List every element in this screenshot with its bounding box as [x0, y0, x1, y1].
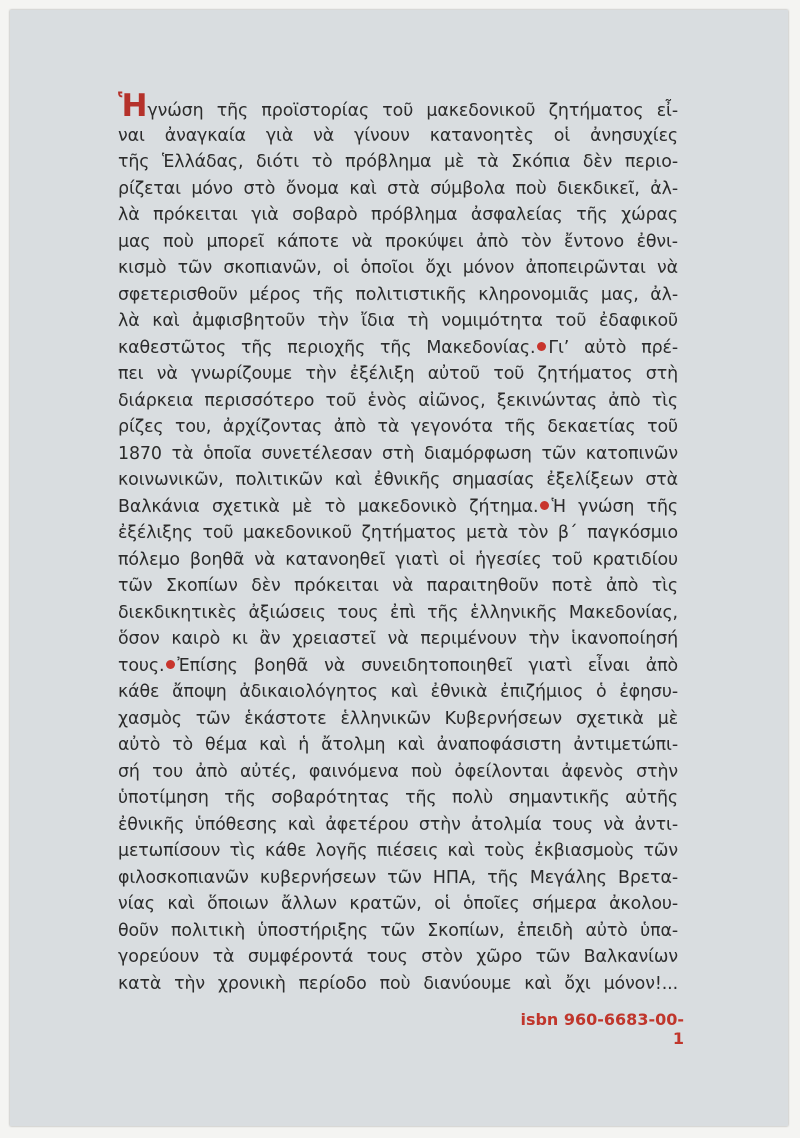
text-line: χασμὸς τῶν ἑκάστοτε ἑλληνικῶν Κυβερνήσεων σχετικὰ μὲ [118, 708, 678, 729]
bullet-icon [166, 660, 175, 669]
text-line: τῆς Ἑλλάδας, διότι τὸ πρόβλημα μὲ τὰ Σκόπια δὲν περιο- [118, 152, 678, 172]
text-line: αὐτὸ τὸ θέμα καὶ ἡ ἄτολμη καὶ ἀναποφάσιστη ἀντιμετώπι- [118, 735, 678, 755]
text-line: σή του ἀπὸ αὐτές, φαινόμενα ποὺ ὀφείλονται ἀφενὸς στὴν [118, 761, 678, 782]
text-line: φιλοσκοπιανῶν κυβερνήσεων τῶν ΗΠΑ, τῆς Μεγάλης Βρετα- [118, 867, 678, 888]
text-line: κάθε ἄποψη ἀδικαιολόγητος καὶ ἐθνικὰ ἐπιζήμιος ὁ ἐφησυ- [118, 682, 678, 702]
text-line: λὰ καὶ ἀμφισβητοῦν τὴν ἴδια τὴ νομιμότητα τοῦ ἐδαφικοῦ [118, 311, 678, 331]
text-line: τους. Ἐπίσης βοηθᾶ νὰ συνειδητοποιηθεῖ γιατὶ εἶναι ἀπὸ [118, 655, 678, 676]
text-line: Βαλκάνια σχετικὰ μὲ τὸ μακεδονικὸ ζήτημα. Ἡ γνώση τῆς [118, 496, 678, 517]
bullet-icon [537, 342, 546, 351]
text-line: κισμὸ τῶν σκοπιανῶν, οἱ ὁποῖοι ὄχι μόνον ἀποπειρῶνται νὰ [118, 258, 678, 278]
text-line: 1870 τὰ ὁποῖα συνετέλεσαν στὴ διαμόρφωση τῶν κατοπινῶν [118, 443, 678, 464]
text-line: πει νὰ γνωρίζουμε τὴν ἐξέλιξη αὐτοῦ τοῦ ζητήματος στὴ [118, 364, 678, 384]
text-line: μετωπίσουν τὶς κάθε λογῆς πιέσεις καὶ τοὺς ἐκβιασμοὺς τῶν [118, 841, 678, 861]
text-line: γορεύουν τὰ συμφέροντά τους στὸν χῶρο τῶν Βαλκανίων [118, 947, 678, 967]
isbn-number: isbn 960-6683-00-1 [520, 1010, 684, 1048]
text-line: ἐθνικῆς ὑπόθεσης καὶ ἀφετέρου στὴν ἀτολμία τους νὰ ἀντι- [118, 814, 678, 835]
drop-cap: Ἡ [118, 88, 148, 124]
text-line: κατὰ τὴν χρονικὴ περίοδο ποὺ διανύουμε καὶ ὄχι μόνον!... [118, 973, 678, 994]
text-line: ὑποτίμηση τῆς σοβαρότητας τῆς πολὺ σημαντικῆς αὐτῆς [118, 788, 678, 808]
text-line: διεκδικητικὲς ἀξιώσεις τους ἐπὶ τῆς ἑλληνικῆς Μακεδονίας, [118, 602, 678, 623]
text-line: ὅσον καιρὸ κι ἂν χρειαστεῖ νὰ περιμένουν τὴν ἱκανοποίησή [118, 629, 678, 649]
text-line: καθεστῶτος τῆς περιοχῆς τῆς Μακεδονίας. Γι’ αὐτὸ πρέ- [118, 337, 678, 358]
text-line: ρίζεται μόνο στὸ ὄνομα καὶ στὰ σύμβολα ποὺ διεκδικεῖ, ἀλ- [118, 178, 678, 199]
text-line: πόλεμο βοηθᾶ νὰ κατανοηθεῖ γιατὶ οἱ ἡγεσίες τοῦ κρατιδίου [118, 549, 678, 570]
text-line: ρίζες του, ἀρχίζοντας ἀπὸ τὰ γεγονότα τῆς δεκαετίας τοῦ [118, 417, 678, 437]
blurb-text [118, 88, 678, 997]
text-line: ἐξέλιξης τοῦ μακεδονικοῦ ζητήματος μετὰ τὸν β΄ παγκόσμιο [118, 523, 678, 543]
text-line: νίας καὶ ὅποιων ἄλλων κρατῶν, οἱ ὁποῖες σήμερα ἀκολου- [118, 894, 678, 914]
text-line: θοῦν πολιτικὴ ὑποστήριξης τῶν Σκοπίων, ἐπειδὴ αὐτὸ ὑπα- [118, 920, 678, 941]
text-line: τῶν Σκοπίων δὲν πρόκειται νὰ παραιτηθοῦν ποτὲ ἀπὸ τὶς [118, 576, 678, 596]
bullet-icon [540, 501, 549, 510]
text-line: διάρκεια περισσότερο τοῦ ἑνὸς αἰῶνος, ξεκινώντας ἀπὸ τὶς [118, 390, 678, 411]
text-line: μας ποὺ μπορεῖ κάποτε νὰ προκύψει ἀπὸ τὸν ἔντονο ἐθνι- [118, 231, 678, 252]
text-line: Ἡγνώση τῆς προϊστορίας τοῦ μακεδονικοῦ ζητήματος εἶ- [118, 88, 678, 124]
text-line: ναι ἀναγκαία γιὰ νὰ γίνουν κατανοητὲς οἱ ἀνησυχίες [118, 125, 678, 146]
text-line: σφετερισθοῦν μέρος τῆς πολιτιστικῆς κληρονομιᾶς μας, ἀλ- [118, 284, 678, 305]
text-line: κοινωνικῶν, πολιτικῶν καὶ ἐθνικῆς σημασίας ἐξελίξεων στὰ [118, 470, 678, 490]
text-line: λὰ πρόκειται γιὰ σοβαρὸ πρόβλημα ἀσφαλείας τῆς χώρας [118, 205, 678, 225]
